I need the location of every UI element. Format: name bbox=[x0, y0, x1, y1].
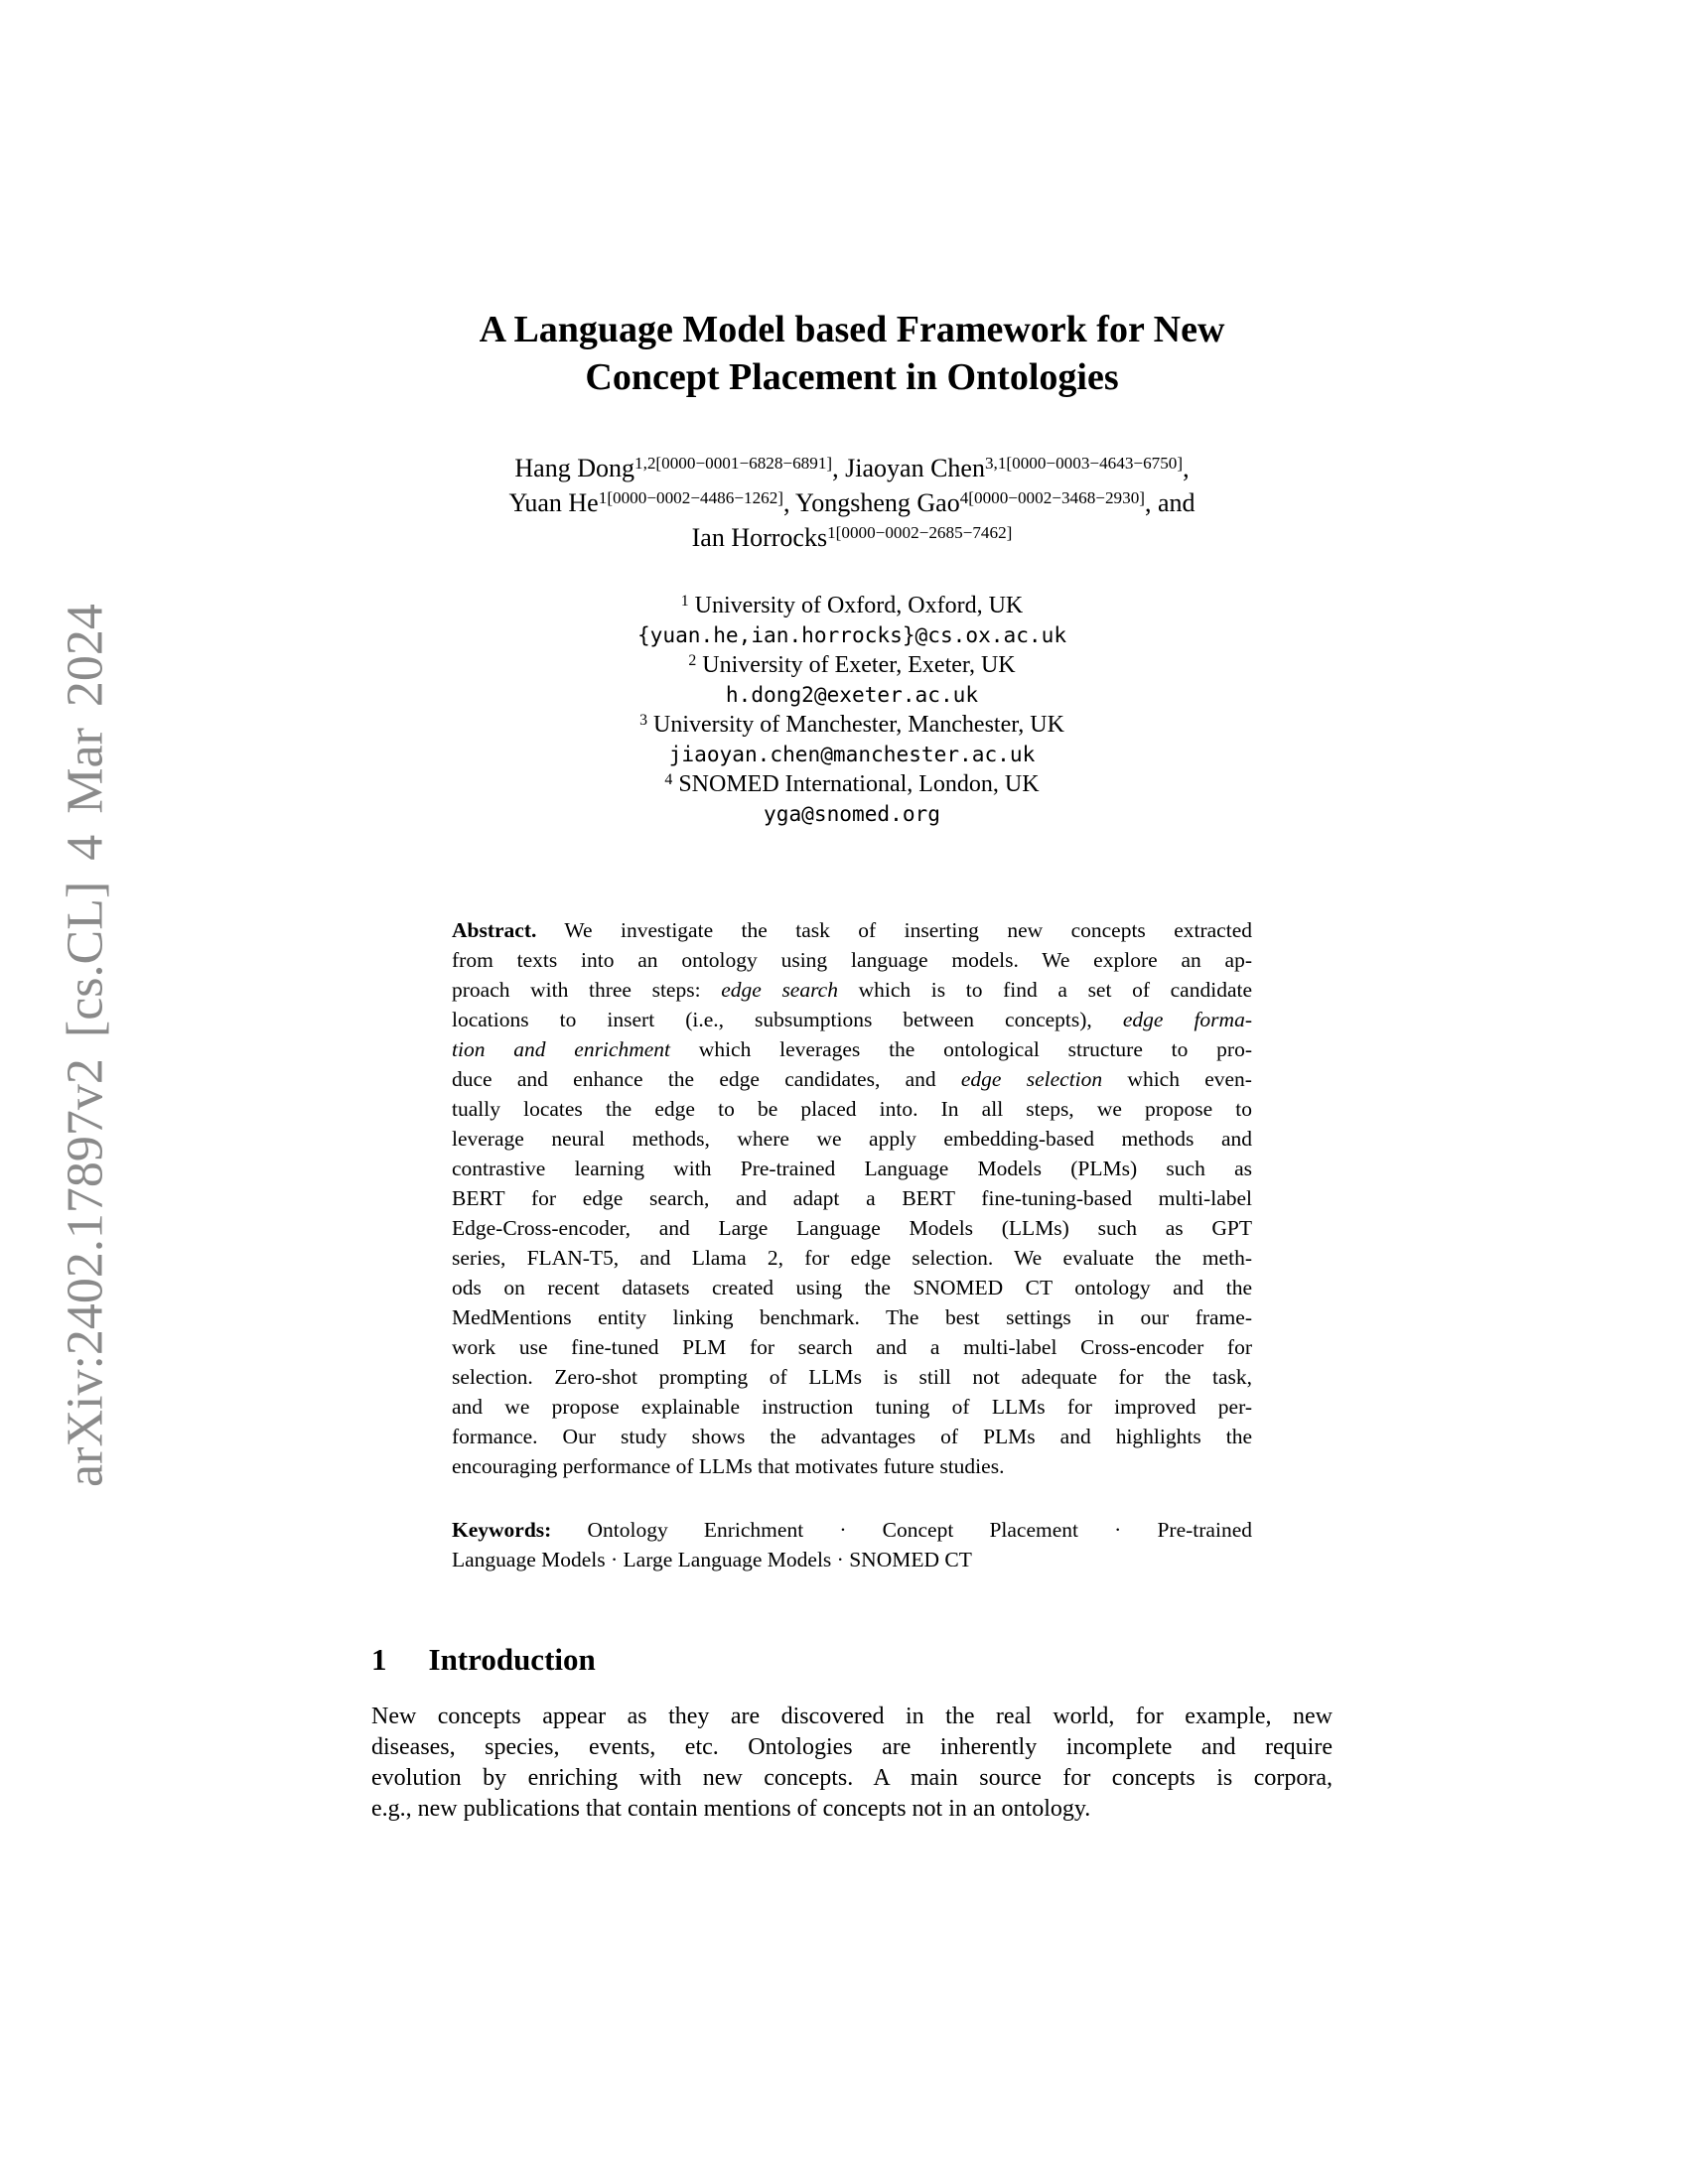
text-line: MedMentions entity linking benchmark. The best settings in our frame- bbox=[452, 1305, 1252, 1329]
text-line: jiaoyan.chen@manchester.ac.uk bbox=[668, 742, 1036, 766]
text-line: diseases, species, events, etc. Ontologies are inherently incomplete and require bbox=[371, 1734, 1333, 1760]
text-line: Yuan $He^{1[0000-0002-4486-1262]}$, Yongsheng Gao$^{4[0000-0002-3468-2930]}$, and bbox=[508, 488, 1196, 517]
text-line: duce and enhance the edge candidates, and edge selection which even- bbox=[452, 1067, 1252, 1091]
keywords-block bbox=[452, 1515, 1252, 1574]
text-line: locations to insert (i.e., subsumptions between concepts), edge forma- bbox=[452, 1008, 1252, 1031]
text-line: $^1$ University of Oxford, Oxford, UK bbox=[680, 592, 1024, 618]
text-line: $^4$ SNOMED International, London, UK bbox=[664, 770, 1040, 797]
text-line: series, FLAN-T5, and Llama 2, for edge selection. We evaluate the meth- bbox=[452, 1246, 1252, 1270]
paper-title-line-2: Concept Placement in Ontologies bbox=[585, 356, 1119, 398]
text-line: tion and enrichment which leverages the ontological structure to pro- bbox=[452, 1037, 1252, 1061]
text-line: $^3$ University of Manchester, Manchester, UK bbox=[639, 711, 1064, 738]
abstract-block bbox=[452, 915, 1252, 1481]
text-line: contrastive learning with Pre-trained Language Models (PLMs) such as bbox=[452, 1157, 1252, 1180]
text-line: formance. Our study shows the advantages of PLMs and highlights the bbox=[452, 1425, 1252, 1448]
text-line: Abstract. We investigate the task of inserting new concepts extracted bbox=[452, 918, 1252, 942]
paper-content bbox=[371, 0, 1333, 1825]
text-line: selection. Zero-shot prompting of LLMs is still not adequate for the task, bbox=[452, 1365, 1252, 1389]
text-line: Ian Horrocks$^{1[0000-0002-2685-7462]}$ bbox=[691, 523, 1013, 552]
arxiv-watermark: arXiv:2402.17897v2 [cs.CL] 4 Mar 2024 bbox=[57, 604, 114, 1487]
intro-paragraph bbox=[371, 1702, 1333, 1825]
text-line: e.g., new publications that contain mentions of concepts not in an ontology. bbox=[371, 1796, 1091, 1822]
text-line: New concepts appear as they are discovered in the real world, for example, new bbox=[371, 1704, 1333, 1729]
text-line: evolution by enriching with new concepts. A main source for concepts is corpora, bbox=[371, 1765, 1333, 1791]
section-number: 1 bbox=[371, 1642, 387, 1677]
text-line: Keywords: Ontology Enrichment · Concept Placement · Pre-trained bbox=[452, 1518, 1252, 1542]
text-line: ods on recent datasets created using the SNOMED CT ontology and the bbox=[452, 1276, 1252, 1299]
text-line: leverage neural methods, where we apply embedding-based methods and bbox=[452, 1127, 1252, 1151]
text-line: work use fine-tuned PLM for search and a multi-label Cross-encoder for bbox=[452, 1335, 1252, 1359]
section-title: Introduction bbox=[428, 1642, 596, 1677]
text-line: Edge-Cross-encoder, and Large Language Models (LLMs) such as GPT bbox=[452, 1216, 1252, 1240]
section-heading bbox=[371, 1640, 1333, 1680]
author-list bbox=[371, 451, 1333, 555]
text-line: proach with three steps: edge search which is to find a set of candidate bbox=[452, 978, 1252, 1002]
text-line: yga@snomed.org bbox=[764, 801, 940, 826]
text-line: {yuan.he,ian.horrocks}@cs.ox.ac.uk bbox=[636, 622, 1067, 647]
text-line: Hang Dong$^{1,2[0000-0001-6828-6891]}$, Jiaoyan Chen$^{3,1[0000-0003-4643-6750]}$, bbox=[514, 454, 1190, 482]
text-line: from texts into an ontology using language models. We explore an ap- bbox=[452, 948, 1252, 972]
affiliations-block bbox=[371, 591, 1333, 829]
text-line: BERT for edge search, and adapt a BERT fine-tuning-based multi-label bbox=[452, 1186, 1252, 1210]
text-line: encouraging performance of LLMs that motivates future studies. bbox=[452, 1454, 1005, 1478]
text-line: $^2$ University of Exeter, Exeter, UK bbox=[688, 651, 1016, 678]
text-line: Language Models · Large Language Models · SNOMED CT bbox=[452, 1548, 972, 1571]
text-line: and we propose explainable instruction tuning of LLMs for improved per- bbox=[452, 1395, 1252, 1419]
text-line: tually locates the edge to be placed into. In all steps, we propose to bbox=[452, 1097, 1252, 1121]
paper-title-line-1: A Language Model based Framework for New bbox=[479, 309, 1225, 350]
paper-title bbox=[371, 306, 1333, 401]
text-line: h.dong2@exeter.ac.uk bbox=[725, 682, 979, 707]
